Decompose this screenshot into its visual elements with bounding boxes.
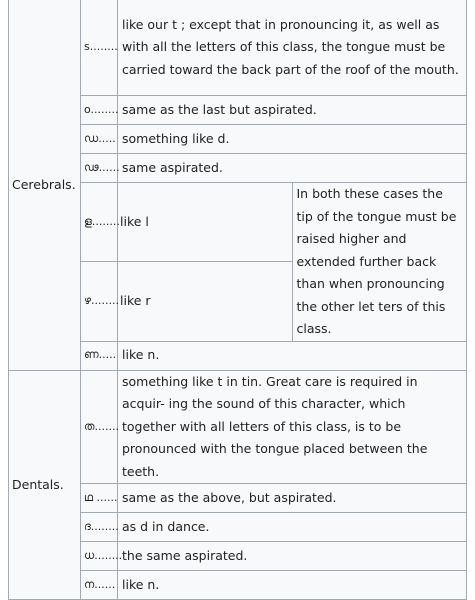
letters-table — [8, 0, 467, 600]
group-label-dentals: Dentals. — [9, 370, 81, 600]
letter-symbol: s........ — [81, 0, 118, 96]
letter-symbol: ഢ...... — [81, 154, 118, 183]
letter-description: same aspirated. — [118, 154, 467, 183]
letter-sub-label: like l — [118, 183, 293, 262]
letter-symbol: ഴ........ — [81, 262, 118, 341]
letter-symbol: ത....... — [81, 370, 118, 484]
letter-symbol: ന...... — [81, 571, 118, 600]
letter-description: like n. — [118, 571, 467, 600]
letter-description: same as the last but aspirated. — [118, 96, 467, 125]
shared-description: In both these cases the tip of the tongue must be raised higher and extended further back than when pronouncing the other let ters of this class. — [292, 183, 467, 342]
letter-symbol: ള........ — [81, 183, 118, 262]
group-label-cerebrals: Cerebrals. — [9, 0, 81, 370]
letter-description: something like d. — [118, 125, 467, 154]
letter-symbol: ധ........ — [81, 542, 118, 571]
letter-description: same as the above, but aspirated. — [118, 484, 467, 513]
letter-description: something like t in tin. Great care is required in acquir- ing the sound of this character, which together with all letters of this class, is to be pronounced with the tongue placed between the teeth. — [118, 370, 467, 484]
letter-symbol: ദ........ — [81, 513, 118, 542]
letter-description: as d in dance. — [118, 513, 467, 542]
letter-sub-label: like r — [118, 262, 293, 341]
table-row — [9, 370, 467, 484]
letter-symbol: o........ — [81, 96, 118, 125]
letter-symbol: ണ..... — [81, 341, 118, 370]
letter-symbol: ഡ..... — [81, 125, 118, 154]
letter-description: the same aspirated. — [118, 542, 467, 571]
letter-description: like n. — [118, 341, 467, 370]
letter-symbol: ഥ ...... — [81, 484, 118, 513]
table-row — [9, 0, 467, 96]
letter-description: like our t ; except that in pronouncing it, as well as with all the letters of this class, the tongue must be carried toward the back part of the roof of the mouth. — [118, 0, 467, 96]
